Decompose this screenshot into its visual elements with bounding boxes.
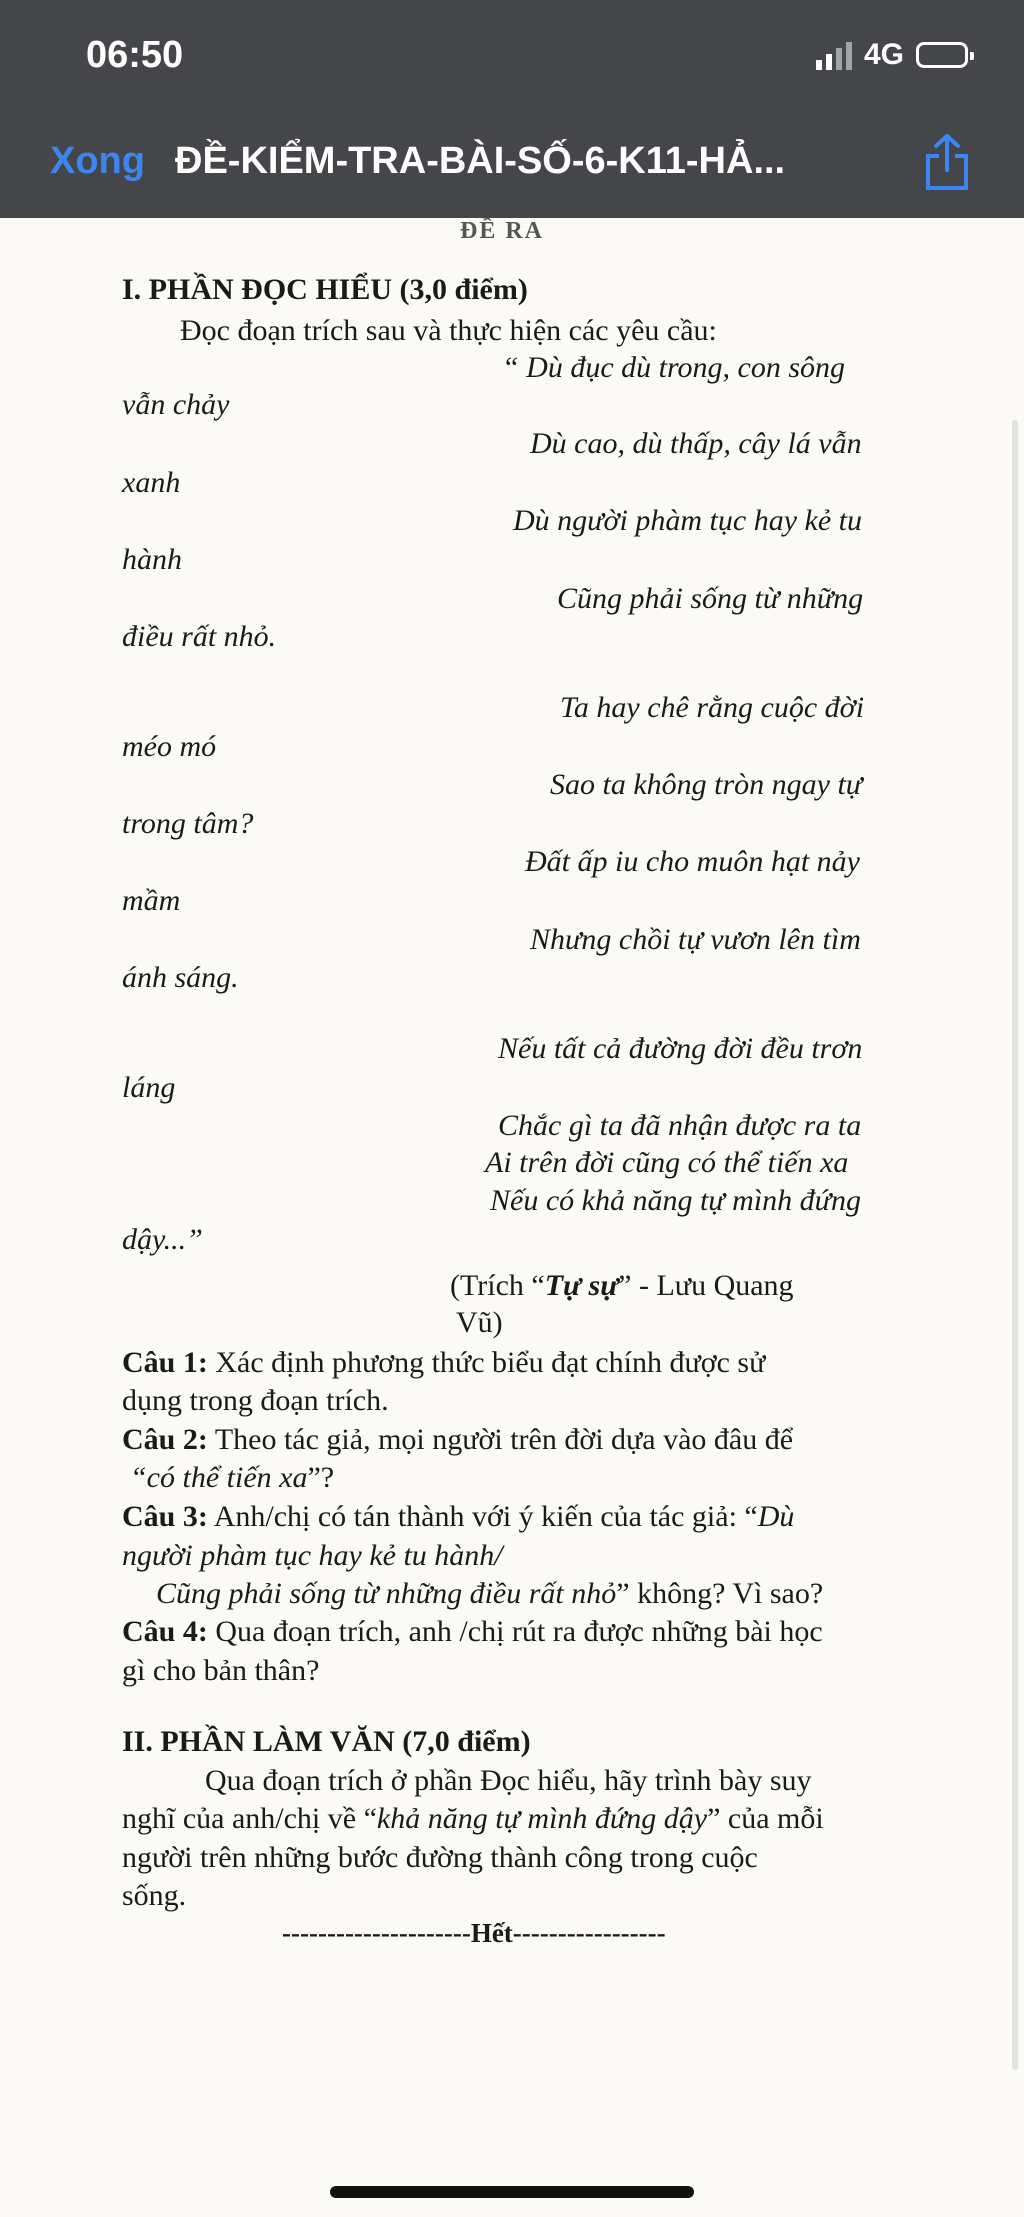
poem-line: Cũng phải sống từ những <box>557 582 864 615</box>
poem-line: “ Dù đục dù trong, con sông <box>502 351 846 384</box>
document-page <box>0 218 1024 2217</box>
battery-icon <box>916 42 968 68</box>
essay-line: sống. <box>122 1879 187 1912</box>
poem-line: Dù người phàm tục hay kẻ tu <box>513 504 862 537</box>
poem-line: Đất ấp iu cho muôn hạt nảy <box>525 845 860 878</box>
document-title: ĐỀ-KIỂM-TRA-BÀI-SỐ-6-K11-HẢ... <box>175 140 786 182</box>
essay-line: Qua đoạn trích ở phần Đọc hiểu, hãy trình bày suy <box>205 1764 812 1797</box>
poem-line: Chắc gì ta đã nhận được ra ta <box>498 1109 862 1142</box>
poem-line: Nếu có khả năng tự mình đứng <box>490 1184 862 1217</box>
poem-line: Ai trên đời cũng có thể tiến xa <box>485 1146 849 1179</box>
question-1-cont: dụng trong đoạn trích. <box>122 1384 389 1417</box>
poem-line: vẫn chảy <box>122 388 230 421</box>
poem-line: Nếu tất cả đường đời đều trơn <box>498 1032 863 1065</box>
question-4-cont: gì cho bản thân? <box>122 1654 320 1687</box>
share-icon[interactable] <box>920 132 974 192</box>
poem-line: méo mó <box>122 730 217 763</box>
poem-line: Ta hay chê rằng cuộc đời <box>560 691 865 724</box>
poem-line: trong tâm? <box>122 807 254 840</box>
question-3-cont: người phàm tục hay kẻ tu hành/ <box>122 1539 503 1572</box>
cut-heading: ĐỀ RA <box>460 218 545 244</box>
source-citation: (Trích “Tự sự” - Lưu Quang <box>450 1269 794 1302</box>
scrollbar[interactable] <box>1012 420 1018 2070</box>
poem-line: xanh <box>122 466 181 499</box>
poem-line: dậy...” <box>122 1223 203 1256</box>
signal-icon <box>816 40 852 70</box>
poem-line: Sao ta không tròn ngay tự <box>550 768 863 801</box>
poem-line: điều rất nhỏ. <box>122 620 277 653</box>
poem-line: hành <box>122 543 182 576</box>
network-label: 4G <box>863 38 904 71</box>
essay-line: nghĩ của anh/chị về “khả năng tự mình đứng dậy” của mỗi <box>122 1802 824 1835</box>
question-2: Câu 2: Theo tác giả, mọi người trên đời dựa vào đâu để <box>122 1423 794 1456</box>
intro-text: Đọc đoạn trích sau và thực hiện các yêu cầu: <box>180 314 717 347</box>
poem-line: Nhưng chồi tự vươn lên tìm <box>530 923 861 956</box>
end-marker: ---------------------Hết----------------- <box>282 1918 666 1948</box>
top-bar <box>0 0 1024 218</box>
done-button[interactable]: Xong <box>50 140 145 182</box>
section2-title: II. PHẦN LÀM VĂN (7,0 điểm) <box>122 1725 531 1758</box>
status-time: 06:50 <box>86 34 184 76</box>
question-3-cont2: Cũng phải sống từ những điều rất nhỏ” không? Vì sao? <box>156 1577 824 1610</box>
section1-title: I. PHẦN ĐỌC HIỂU (3,0 điểm) <box>122 273 528 306</box>
poem-line: mầm <box>122 884 181 917</box>
source-citation-end: Vũ) <box>456 1306 503 1339</box>
question-2-cont: “có thể tiến xa”? <box>130 1461 335 1494</box>
essay-line: người trên những bước đường thành công trong cuộc <box>122 1841 758 1874</box>
home-indicator[interactable] <box>330 2186 694 2198</box>
question-3: Câu 3: Anh/chị có tán thành với ý kiến của tác giả: “Dù <box>122 1500 795 1533</box>
question-4: Câu 4: Qua đoạn trích, anh /chị rút ra được những bài học <box>122 1615 823 1648</box>
poem-line: láng <box>122 1071 176 1104</box>
question-1: Câu 1: Xác định phương thức biểu đạt chính được sử <box>122 1346 766 1379</box>
poem-line: Dù cao, dù thấp, cây lá vẫn <box>530 427 862 460</box>
poem-line: ánh sáng. <box>122 961 239 994</box>
status-icons <box>816 38 968 72</box>
